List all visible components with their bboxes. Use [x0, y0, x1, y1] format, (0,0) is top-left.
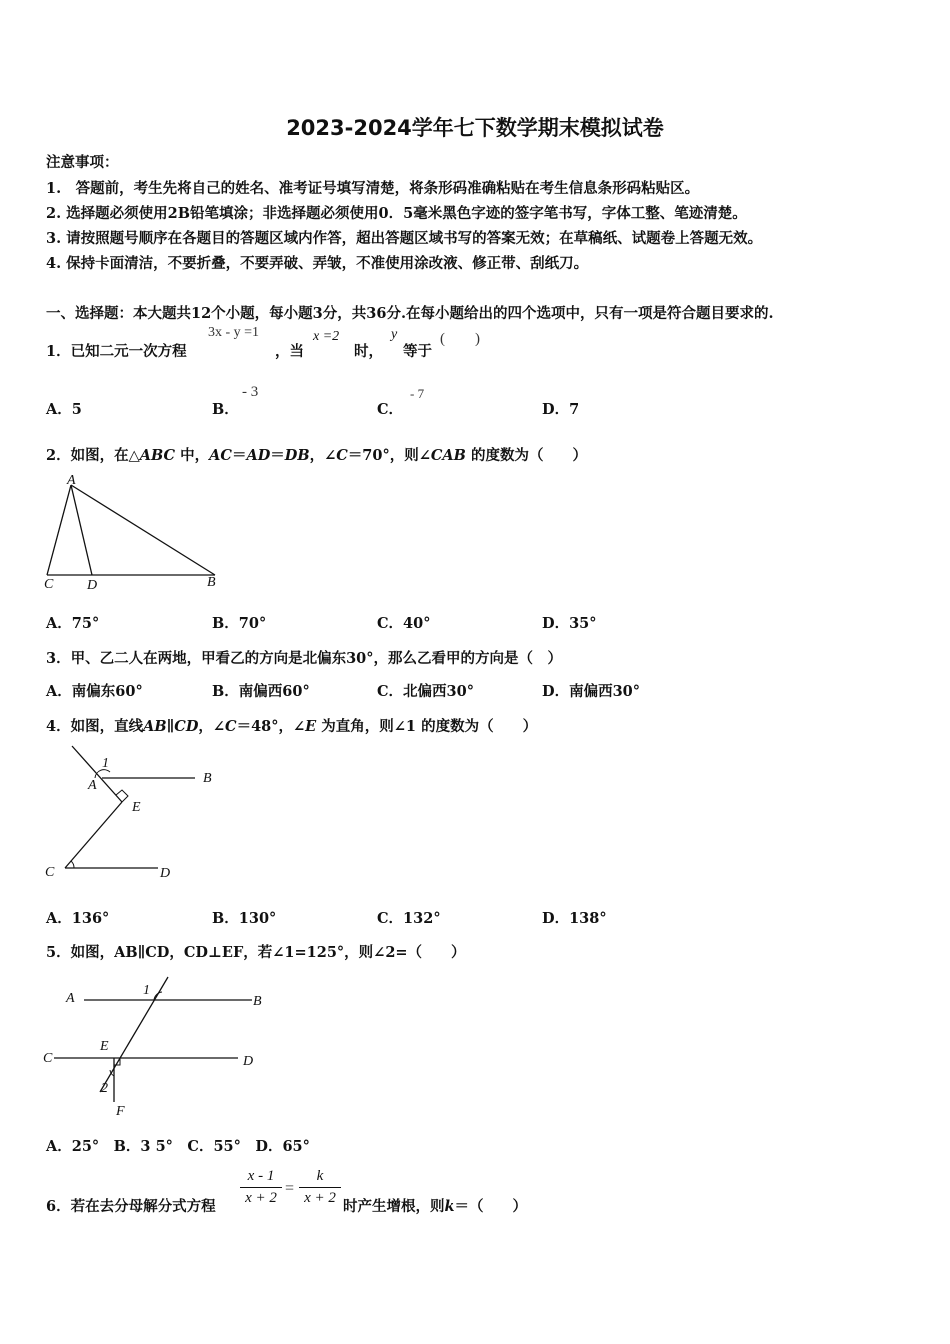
label-e: E: [100, 1039, 109, 1054]
label-b: B: [253, 994, 262, 1009]
q3-option-d: D．南偏西30°: [542, 683, 641, 700]
page-title: 2023-2024学年七下数学期末模拟试卷: [286, 116, 664, 140]
label-a: A: [88, 778, 97, 793]
q6-fraction-right: $\frac{k}{x + 2}$: [299, 1168, 341, 1207]
notice-item: 4. 保持卡面清洁，不要折叠，不要弄破、弄皱，不准使用涂改液、修正带、刮纸刀。: [46, 255, 589, 272]
q3-option-a: A．南偏东60°: [46, 683, 143, 700]
q5-stem: 5．如图，AB∥CD，CD⊥EF，若∠1=125°，则∠2=（ ）: [46, 944, 466, 961]
q4-option-a: A．136°: [46, 910, 110, 927]
q6-equals: =: [285, 1180, 295, 1197]
label-e: E: [132, 800, 141, 815]
label-b: B: [207, 575, 216, 590]
q3-option-b: B．南偏西60°: [212, 683, 310, 700]
q2-stem: 2．如图，在△ABC 中，AC＝AD＝DB，∠C＝70°，则∠CAB 的度数为（ ）: [46, 447, 587, 464]
label-a: A: [67, 473, 76, 488]
q1-lead: 1．已知二元一次方程: [46, 343, 187, 360]
q1-option-c: C．: [377, 401, 404, 418]
q5-options: A．25° B．3 5° C．55° D．65°: [46, 1138, 310, 1155]
label-2: 2: [101, 1081, 108, 1096]
label-d: D: [160, 866, 171, 881]
q1-mid2: 时，: [354, 343, 383, 360]
q2-option-c: C．40°: [377, 615, 431, 632]
q1-paren: ( ): [440, 331, 480, 347]
notice-heading: 注意事项：: [46, 154, 119, 171]
q1-option-b: B．: [212, 401, 239, 418]
q4-option-c: C．132°: [377, 910, 441, 927]
section-heading: 一、选择题：本大题共12个小题，每小题3分，共36分.在每小题给出的四个选项中，只有一项是符合题目要求的.: [46, 305, 774, 322]
q6-lead: 6．若在去分母解分式方程: [46, 1198, 216, 1215]
q4-parallel-figure: [40, 740, 230, 890]
q2-option-b: B．70°: [212, 615, 267, 632]
q6-fraction-left: $\frac{x - 1}{x + 2}$: [240, 1168, 282, 1207]
q2-triangle-figure: [40, 470, 230, 595]
label-1: 1: [102, 756, 109, 771]
q3-stem: 3．甲、乙二人在两地，甲看乙的方向是北偏东30°，那么乙看甲的方向是（ ）: [46, 650, 563, 667]
q1-option-b-value: - 3: [242, 384, 259, 400]
label-b: B: [203, 771, 212, 786]
q2-option-a: A．75°: [46, 615, 100, 632]
label-c: C: [44, 577, 54, 592]
label-c: C: [45, 865, 55, 880]
q6-tail: 时产生增根，则k＝（ ）: [343, 1198, 528, 1215]
q4-option-b: B．130°: [212, 910, 277, 927]
label-d: D: [87, 578, 98, 593]
label-a: A: [66, 991, 75, 1006]
q1-option-a: A．5: [46, 401, 82, 418]
notice-item: 1. 答题前，考生先将自己的姓名、准考证号填写清楚，将条形码准确粘贴在考生信息条形码粘贴区。: [46, 180, 700, 197]
q1-option-d: D．7: [542, 401, 580, 418]
q4-option-d: D．138°: [542, 910, 607, 927]
q2-option-d: D．35°: [542, 615, 597, 632]
label-f: F: [116, 1104, 125, 1119]
q1-option-c-value: - 7: [410, 386, 425, 401]
q1-equation: 3x - y =1: [208, 325, 260, 340]
notice-item: 2. 选择题必须使用2B铅笔填涂；非选择题必须使用0．5毫米黑色字迹的签字笔书写，字体工整、笔迹清楚。: [46, 205, 747, 222]
label-d: D: [243, 1054, 254, 1069]
q1-tail: 等于: [403, 343, 432, 360]
q5-transversal-figure: [40, 970, 280, 1120]
q1-variable: y: [391, 327, 398, 342]
q3-option-c: C．北偏西30°: [377, 683, 474, 700]
q1-mid1: ，当: [275, 343, 304, 360]
label-c: C: [43, 1051, 53, 1066]
q4-stem: 4．如图，直线AB∥CD，∠C＝48°，∠E 为直角，则∠1 的度数为（ ）: [46, 718, 538, 735]
q1-condition: x =2: [313, 329, 340, 344]
label-1: 1: [143, 983, 150, 998]
notice-item: 3. 请按照题号顺序在各题目的答题区域内作答，超出答题区域书写的答案无效；在草稿纸、试题卷上答题无效。: [46, 230, 763, 247]
